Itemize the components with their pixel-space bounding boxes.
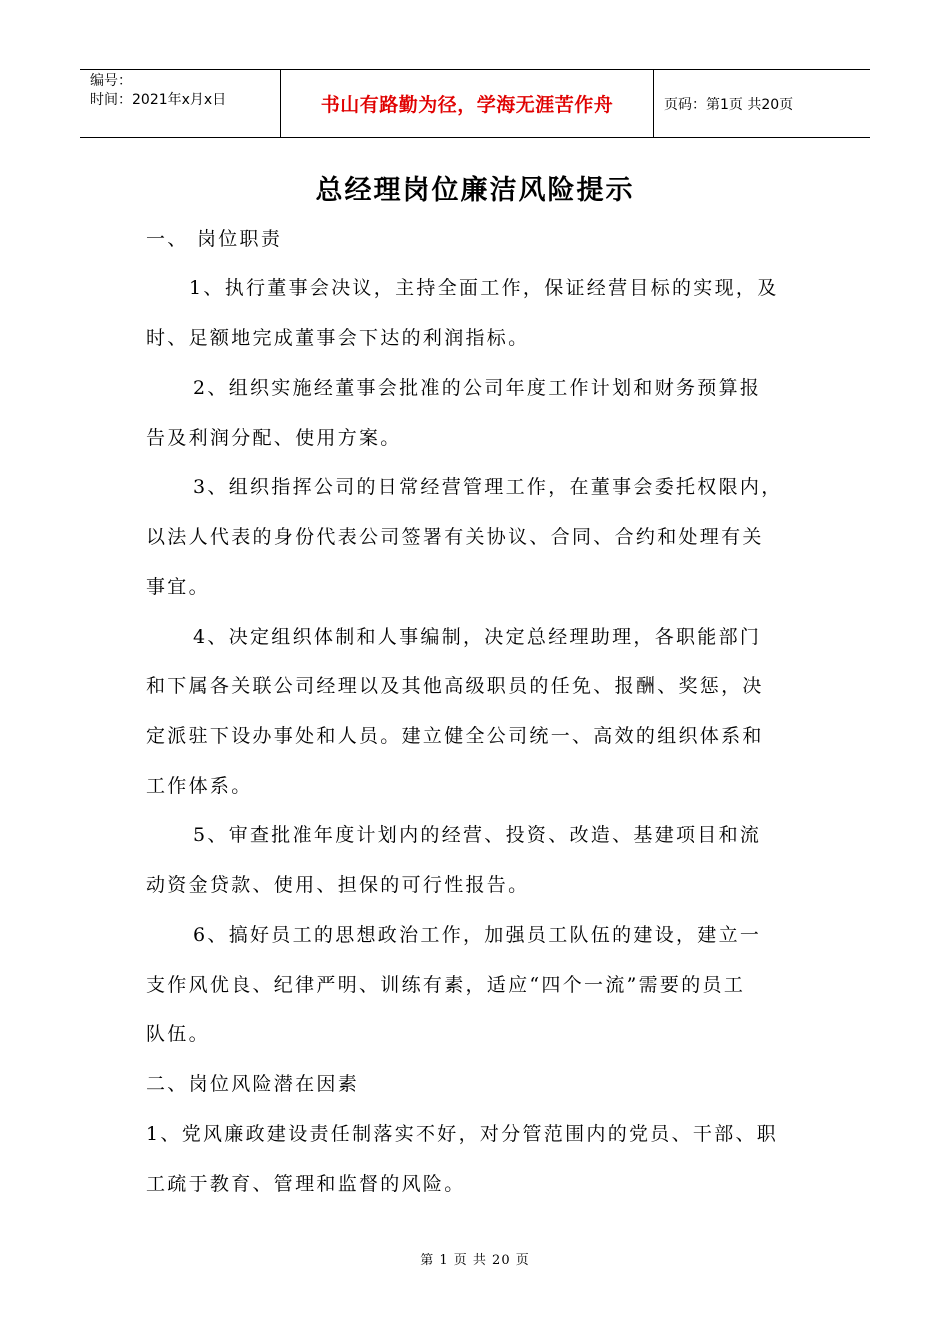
document-title: 总经理岗位廉洁风险提示 — [315, 175, 635, 206]
paragraph-line: 告及利润分配、使用方案。 — [146, 427, 402, 449]
paragraph-line: 4、决定组织体制和人事编制，决定总经理助理，各职能部门 — [193, 626, 762, 648]
paragraph-line: 1、党风廉政建设责任制落实不好，对分管范围内的党员、干部、职 — [146, 1123, 779, 1145]
paragraph-line: 工作体系。 — [146, 775, 253, 797]
header-page-cell — [654, 70, 870, 137]
paragraph-line: 6、搞好员工的思想政治工作，加强员工队伍的建设，建立一 — [193, 924, 762, 946]
paragraph-line: 时、足额地完成董事会下达的利润指标。 — [146, 327, 530, 349]
paragraph-line: 定派驻下设办事处和人员。建立健全公司统一、高效的组织体系和 — [146, 725, 764, 747]
document-number-label: 编号： — [90, 73, 132, 89]
paragraph-line: 2、组织实施经董事会批准的公司年度工作计划和财务预算报 — [193, 377, 762, 399]
header-page-info: 页码：第1页 共20页 — [664, 96, 794, 113]
header-motto: 书山有路勤为径，学海无涯苦作舟 — [320, 94, 614, 116]
paragraph-line: 动资金贷款、使用、担保的可行性报告。 — [146, 874, 530, 896]
paragraph-line: 和下属各关联公司经理以及其他高级职员的任免、报酬、奖惩，决 — [146, 675, 764, 697]
page-footer: 第 1 页 共 20 页 — [420, 1253, 530, 1268]
section-heading: 一、 岗位职责 — [146, 228, 283, 250]
paragraph-line: 1、执行董事会决议，主持全面工作，保证经营目标的实现，及 — [189, 277, 779, 299]
paragraph-line: 支作风优良、纪律严明、训练有素，适应“四个一流”需要的员工 — [146, 974, 746, 996]
paragraph-line: 以法人代表的身份代表公司签署有关协议、合同、合约和处理有关 — [146, 526, 764, 548]
paragraph-line: 事宜。 — [146, 576, 210, 598]
section-heading: 二、岗位风险潜在因素 — [146, 1073, 360, 1095]
header-table — [80, 69, 870, 138]
paragraph-line: 3、组织指挥公司的日常经营管理工作，在董事会委托权限内， — [193, 476, 783, 498]
paragraph-line: 队伍。 — [146, 1023, 210, 1045]
document-time-label: 时间：2021年x月x日 — [90, 92, 227, 108]
header-meta-cell — [80, 70, 281, 137]
paragraph-line: 工疏于教育、管理和监督的风险。 — [146, 1173, 466, 1195]
header-motto-cell — [281, 70, 654, 137]
paragraph-line: 5、审查批准年度计划内的经营、投资、改造、基建项目和流 — [193, 824, 762, 846]
